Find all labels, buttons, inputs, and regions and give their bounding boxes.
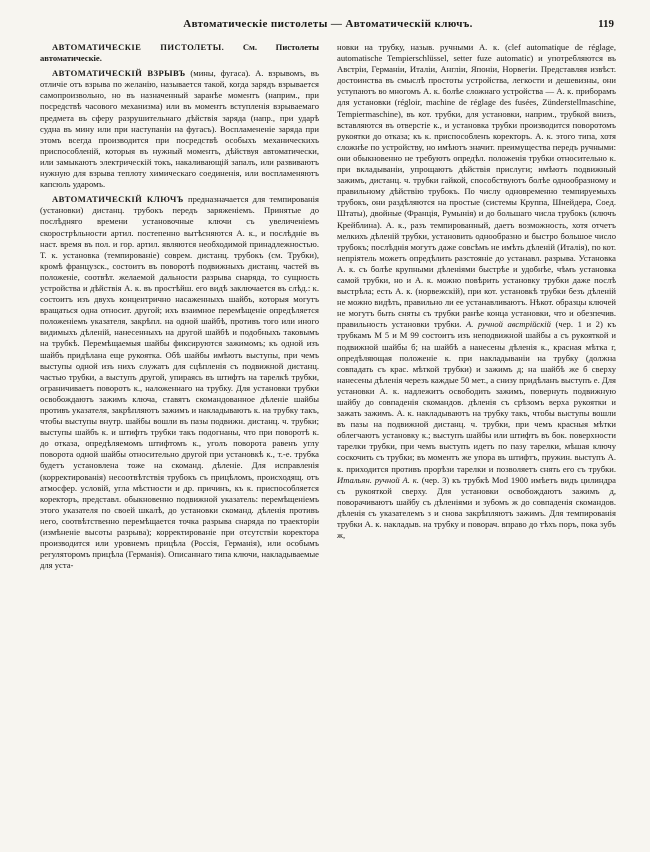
entry-body: предназначается для темпированія (установки) дистанц. трубокъ передъ заряженіемъ. Принятые до послѣдняго времени установочные ключи съ увеличеніемъ скорострѣльности артил. постепенно вытѣсняются А. к., и послѣдніе въ наст. время въ пол. и гор. артил. являются необходимой принадлежностью. Т. к. установка (темпированіе) соврем. дистанц. трубокъ (см. Трубки), кромѣ французск., состоитъ въ поворотѣ подвижныхъ дистанц. частей въ положеніе, соотвѣт. желаемой дальности разрыва снаряда, то сущность устройства и дѣйствія А. к. въ простѣйш. его видѣ заключается въ слѣд.: к. состоитъ изъ двухъ концентрично насаженныхъ шайбъ, которыя могутъ вращаться одна относит. другой; ихъ взаимное перемѣщеніе опредѣляется положеніемъ указателя, закрѣпл. на одной шайбѣ, противъ того или иного видимыхъ дѣленій, нанесенныхъ на другой шайбѣ и подобныхъ таковымъ на трубкѣ. Перемѣщаемыя шайбы фиксируются зажимомъ; къ одной изъ шайбъ придѣлана еще рукоятка. Обѣ шайбы имѣютъ выступы, при чемъ выступы одной изъ нихъ служатъ для сцѣпленія съ подвижной дистанц. частью трубки, а выступъ другой, упираясь въ штифтъ на тарелкѣ трубки, ограничиваетъ поворотъ к., наложеннаго на трубку. Для установки трубки освобождаютъ зажимъ ключа, ставятъ скомандованное дѣленіе шайбы противъ указателя, закрѣпляютъ зажимъ и накладываютъ к. на трубку такъ, чтобы выступы внутр. шайбы вошли въ пазы подвижн. дистанц. ч. трубки; выступы шайбъ к. и штифтъ трубки такъ подогнаны, что при поворотѣ к. до отказа, опредѣляемомъ штифтомъ к., уголъ поворота равенъ углу поворота одной шайбы относительно другой при установкѣ к., т.-е. трубка будетъ установлена тоже на скоманд. дѣленіе. Для исправленія (корректированія) несоотвѣтствія трубокъ съ прицѣломъ, происходящ. отъ атмосфер. условій, угла мѣстности и др. причинъ, къ к. приспособляется коректоръ, представл. обыкновенно подвижной указатель: перемѣщеніемъ этого указателя по своей шкалѣ, до установки скоманд. дѣленія противъ него, соотвѣтственно перемѣщается точка разрыва снаряда по траекторіи (измѣненіе высоты разрыва); корректированіе при отсутствіи коректора производится или уровнемъ прицѣла (Россія, Германія), или особымъ регуляторомъ прицѣла (Германія). Описаннаго типа ключи, накладываемые для уста- — [40, 194, 319, 571]
entry-automatic-pistols — [40, 42, 319, 64]
entry-body: (мины, фугаса). А. взрывомъ, въ отличіе отъ взрыва по желанію, называется такой, когда зарядъ взрывается самопроизвольно, но въ назначенный заранѣе моментъ (наприм., при посредствѣ часового механизма) или въ моментъ вступленія взрываемаго предмета въ сферу разрушительнаго дѣйствія заряда (напр., при ударѣ судна въ мину или при наступаніи на фугасъ). Воспламененіе заряда при этомъ всегда производится при посредствѣ особыхъ механическихъ приспособленій, которыя въ нужный моментъ, дѣйствуя автоматически, или замыкаютъ электрическій токъ, накаливающій запалъ, или развиваютъ нужную для взрыва теплоту химическаго соединенія, или воспламеняютъ капсюль ударомъ. — [40, 68, 319, 190]
austrian-key-lead: А. ручной австрійскій — [465, 319, 551, 330]
entry-automatic-explosion — [40, 68, 319, 190]
entry-automatic-key-continuation — [337, 42, 616, 541]
two-column-text — [40, 42, 616, 571]
entry-body: См. Пистолеты автоматическіе. — [40, 42, 319, 64]
entry-automatic-key — [40, 194, 319, 571]
page-number: 119 — [598, 18, 614, 30]
running-header — [40, 18, 616, 34]
italian-key-lead: Итальян. ручной А. к. — [337, 474, 419, 485]
continuation-text: новки на трубку, назыв. ручными А. к. (clef automatique de réglage, automatische Tempierschlüssel, setter fuze automatic) и употребляются въ Австріи, Германіи, Италіи, Англіи, Японіи, Норвегіи. Представляя извѣст. достоинства въ смыслѣ простоты устройства, легкости и дешевизны, они уступаютъ во многомъ А. к. болѣе сложнаго устройства — А. к. приборамъ для установки (régloir, machine de réglage des fusées, Zünderstellmaschine, Tempiermaschine), въ кот. трубки, для установки, наприм., трубкой внизъ, вставляются въ отверстіе к., и установка трубки производится поворотомъ рукоятки до отказа; къ к. приспособленъ коректоръ. А. к. этого типа, хотя сложнѣе по устройству, но имѣютъ значит. преимущества передъ ручными: они обыкновенно не требуютъ опредѣл. положенія трубки относительно к. при вкладываніи, упрощаютъ дѣйствія прислуги; имѣютъ подвижный зажимъ, дистанц. ч. трубки гайкой, способствуютъ болѣе однообразному и правильному дѣйствію трубокъ. По числу одновременно темпируемыхъ трубокъ, они раздѣляются на простые (системы Круппа, Шнейдера, Соед. Штаты), двойные (Франція, Румынія) и до большаго числа трубокъ (ключъ Крейблина). А. к., разъ темпированный, даетъ возможность, хотя отчетъ мелкихъ дѣленій трубки, установить однообразно и быстро большое число трубокъ; послѣднія могутъ даже совсѣмъ не имѣть дѣленій (Италія), по кот. непріятель можетъ опредѣлить разстояніе до устанавл. разрыва. Установка А. к. съ болѣе крупными дѣленіями быстрѣе и удобнѣе, чѣмъ установка самой трубки, но и А. к. можно повѣрить установку трубки даже послѣ выстрѣла; есть А. к. (норвежскій), при кот. установкѣ трубки безъ дѣленій не можно видѣть, правильно ли ее устанавливаютъ. Нѣкот. образцы ключей не могутъ быть сняты съ трубки ранѣе конца установки, что и обезпечив. правильность установки трубки. — [337, 42, 616, 330]
entry-headword: АВТОМАТИЧЕСКІЙ КЛЮЧЪ — [52, 194, 184, 205]
italian-key-text: (чер. 3) къ трубкѣ Mod 1900 имѣетъ видъ цилиндра съ рукояткой сверху. Для установки освобождаютъ зажимъ д, поворачиваютъ шайбу съ дѣленіями и зубомъ ж до совпаденія скомандов. дѣленія съ указателемъ з и снова закрѣпляютъ зажимъ. Для темпированія трубки А. к. накладыв. на трубку и поворач. вправо до тѣхъ поръ, пока зубъ ж, — [337, 474, 616, 541]
entry-headword: АВТОМАТИЧЕСКІЕ ПИСТОЛЕТЫ. — [52, 42, 225, 52]
austrian-key-text: (чер. 1 и 2) къ трубкамъ М 5 и М 99 состоитъ изъ неподвижной шайбы а съ рукояткой и подвижной шайбы б; на шайбѣ а нанесены дѣленія к., красная мѣтка г, опредѣляющая положеніе к. при накладываніи на трубку (должна совпадать съ крас. мѣткой трубки) и зажимъ д; на шайбѣ же б сверху нанесены дѣленія черезъ каждые 50 мет., а снизу придѣланъ выступъ е. Для установки А. к. надлежитъ освободить зажимъ, повернуть подвижную шайбу до совпаденія скомандов. дѣленія съ срѣзомъ верха рукоятки и зажать зажимъ. А. к. накладываютъ на трубку такъ, чтобы выступы вошли въ пазы на подвижной дистанц. ч. трубки, при чемъ красныя мѣтки облегчаютъ установку к.; выступъ шайбы или штифтъ въ бок. поверхности тарелки трубки, при чемъ выступъ идетъ по пазу тарелки, мѣшая ключу соскочить съ трубки; въ моментъ же упора въ штифтъ, пружин. выступъ А. к. приходится противъ прорѣзи тарелки и позволяетъ снять его съ трубки. — [337, 319, 617, 474]
entry-headword: АВТОМАТИЧЕСКІЙ ВЗРЫВЪ — [52, 68, 186, 79]
running-title: Автоматическіе пистолеты — Автоматическій ключъ. — [183, 18, 473, 30]
right-column — [337, 42, 616, 571]
left-column — [40, 42, 319, 571]
